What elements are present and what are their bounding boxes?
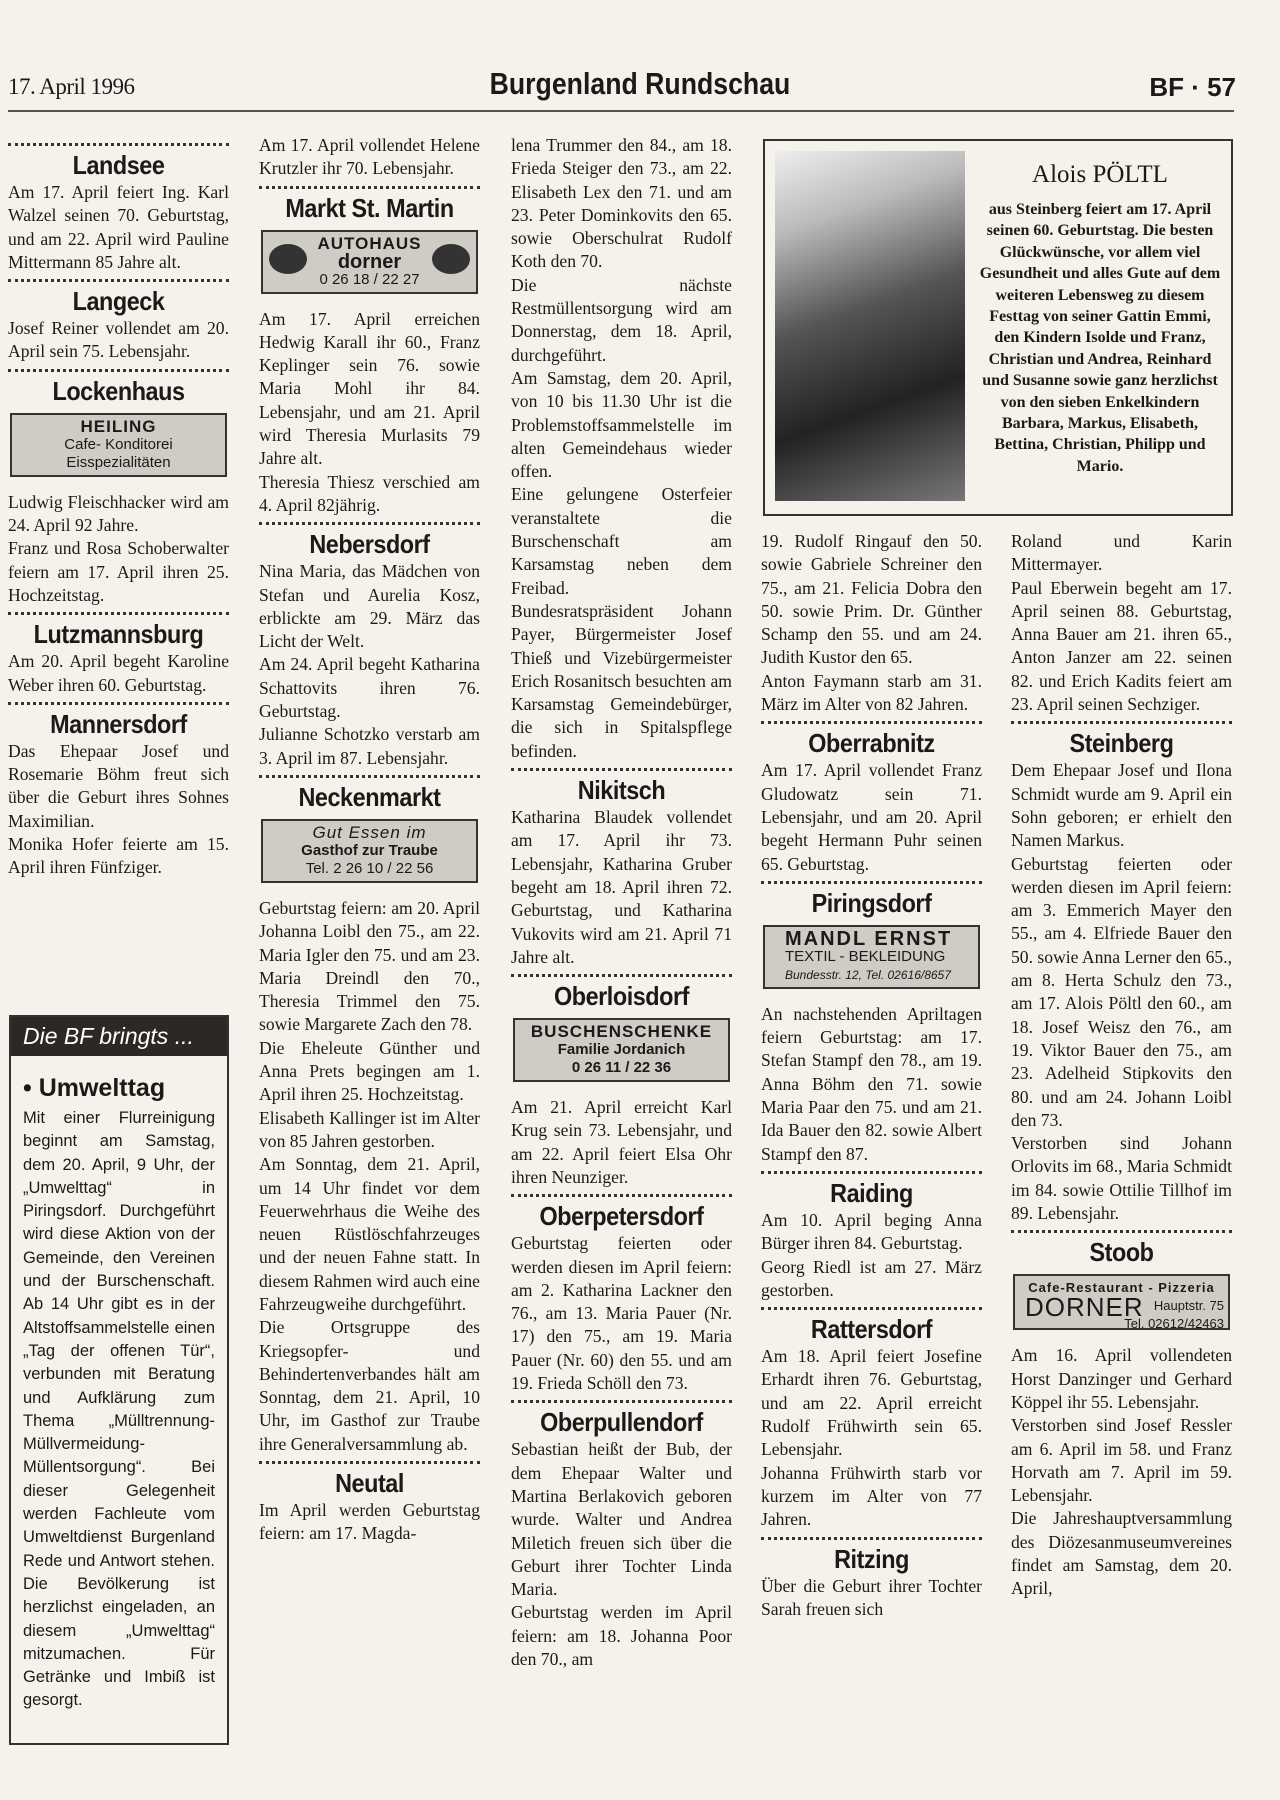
- section-divider: [511, 768, 732, 771]
- article-paragraph: Am 21. April erreicht Karl Krug sein 73. Lebensjahr, und am 22. April feiert Elsa Ohr ihren Neunziger.: [511, 1097, 732, 1187]
- bf-bringts-box: [9, 1015, 229, 1745]
- section-heading: Landsee: [72, 150, 165, 180]
- article-paragraph: Elisabeth Kallinger ist im Alter von 85 Jahren gestorben.: [259, 1107, 480, 1151]
- article-paragraph: Monika Hofer feierte am 15. April ihren Fünfziger.: [8, 834, 229, 878]
- section-divider: [761, 1537, 982, 1540]
- article-paragraph: Franz und Rosa Schoberwalter feiern am 17. April ihren 25. Hochzeitstag.: [8, 538, 229, 605]
- article-paragraph: Die Jahreshauptversammlung des Diözesanmuseumvereines findet am Samstag, dem 20. April,: [1011, 1508, 1232, 1599]
- section-divider: [8, 143, 229, 146]
- section-heading: Oberloisdorf: [553, 981, 689, 1012]
- section-divider: [259, 186, 480, 189]
- bf-box-title: Die BF bringts ...: [11, 1017, 227, 1056]
- bf-box-subtitle: • Umwelttag: [23, 1074, 166, 1102]
- ad-line: AUTOHAUS: [317, 233, 422, 253]
- article-paragraph: Am 24. April begeht Katharina Schattovits ihren 76. Geburtstag.: [259, 654, 480, 722]
- advertisement-auto: [261, 230, 478, 294]
- portrait-photo: [775, 151, 965, 501]
- article-paragraph: Geburtstag feierten oder werden diesen im April feiern: am 2. Katharina Lackner den 76., am 13. Maria Pauer (Nr. 17) den 75., am 19. Maria Pauer (Nr. 60) den 55. und am 19. Frieda Schöll den 73.: [511, 1233, 732, 1394]
- nissan-logo-icon: [269, 244, 307, 274]
- section-divider: [1011, 1230, 1232, 1233]
- ad-line: DORNER: [1025, 1292, 1144, 1323]
- ad-line: TEXTIL - BEKLEIDUNG: [785, 947, 946, 965]
- ad-line: BUSCHENSCHENKE: [530, 1022, 713, 1042]
- birthday-photo-box: [763, 139, 1233, 516]
- article-paragraph: Im April werden Geburtstag feiern: am 17. Magda-: [259, 1500, 480, 1544]
- article-paragraph: Anton Faymann starb am 31. März im Alter von 82 Jahren.: [761, 670, 982, 715]
- section-divider: [761, 1171, 982, 1174]
- section-divider: [8, 612, 229, 615]
- article-paragraph: Julianne Schotzko verstarb am 3. April im 87. Lebensjahr.: [259, 724, 480, 768]
- article-paragraph: An nachstehenden Apriltagen feiern Geburtstag: am 17. Stefan Stampf den 78., am 19. Anna Böhm den 71. sowie Maria Paar den 75. und am 21. Ida Bauer den 82. sowie Albert Stampf den 87.: [761, 1003, 982, 1164]
- article-paragraph: Theresia Thiesz verschied am 4. April 82jährig.: [259, 471, 480, 515]
- article-paragraph: Verstorben sind Josef Ressler am 6. April im 58. und Franz Horvath am 7. April im 59. Lebensjahr.: [1011, 1415, 1232, 1506]
- section-divider: [8, 369, 229, 372]
- section-divider: [761, 881, 982, 884]
- article-paragraph: Am Sonntag, dem 21. April, um 14 Uhr findet vor dem Feuerwehrhaus die Weihe des neuen Rüstlöschfahrzeuges und der neuen Fahne statt. In diesem Rahmen wird auch eine Fahrzeugweihe durchgeführt.: [259, 1154, 480, 1314]
- section-heading: Langeck: [72, 286, 165, 317]
- section-divider: [259, 522, 480, 525]
- column-5: [1011, 530, 1232, 1601]
- article-paragraph: Am 17. April vollendet Franz Gludowatz sein 71. Lebensjahr, und am 20. April begeht Hermann Puhr seinen 65. Geburtstag.: [761, 760, 982, 874]
- bf-box-text: Mit einer Flurreinigung beginnt am Samstag, dem 20. April, 9 Uhr, der „Umwelttag“ in Piringsdorf. Durchgeführt wird diese Aktion von der Gemeinde, den Vereinen und der Burschenschaft. Ab 14 Uhr gibt es in der Altstoffsammelstelle einen „Tag der offenen Tür“, verbunden mit Beratung und Aufklärung zum Thema „Mülltrennung-Müllvermeidung-Müllentsorgung“. Bei dieser Gelegenheit werden Fachleute vom Umweltdienst Burgenland Rede und Antwort stehen. Die Bevölkerung ist herzlichst eingeladen, an diesem „Umwelttag“ mitzumachen. Für Getränke und Imbiß ist gesorgt.: [23, 1109, 215, 1710]
- advertisement-busch: [513, 1018, 730, 1082]
- section-heading: Lutzmannsburg: [33, 619, 204, 650]
- header-rule: [8, 110, 1234, 112]
- photo-box-title: Alois PÖLTL: [1032, 161, 1168, 188]
- column-2: [259, 134, 480, 1546]
- article-paragraph: Am 17. April feiert Ing. Karl Walzel seinen 70. Geburtstag, und am 22. April wird Pauline Mittermann 85 Jahre alt.: [8, 182, 229, 272]
- section-divider: [511, 1194, 732, 1197]
- section-heading: Stoob: [1089, 1237, 1154, 1268]
- column-3: [511, 134, 732, 1671]
- section-heading: Neutal: [335, 1468, 404, 1499]
- section-heading: Mannersdorf: [50, 708, 187, 739]
- ad-line: dorner: [337, 250, 402, 273]
- article-paragraph: Am Samstag, dem 20. April, von 10 bis 11.30 Uhr ist die Problemstoffsammelstelle im alten Gemeindehaus wieder offen.: [511, 367, 732, 482]
- article-paragraph: Verstorben sind Johann Orlovits im 68., Maria Schmidt im 84. sowie Ottilie Tillhof im 89. Lebensjahr.: [1011, 1133, 1232, 1224]
- article-paragraph: Eine gelungene Osterfeier veranstaltete die Burschenschaft am Karsamstag neben dem Freibad.: [511, 484, 732, 598]
- ad-line: Eisspezialitäten: [66, 453, 171, 471]
- column-4: [761, 530, 982, 1621]
- article-paragraph: Josef Reiner vollendet am 20. April sein 75. Lebensjahr.: [8, 318, 229, 362]
- article-paragraph: Roland und Karin Mittermayer.: [1011, 531, 1232, 575]
- section-divider: [761, 1307, 982, 1310]
- section-heading: Oberpullendorf: [540, 1407, 703, 1438]
- ad-line: Tel. 2 26 10 / 22 56: [305, 859, 434, 877]
- section-heading: Markt St. Martin: [285, 192, 454, 223]
- section-heading: Piringsdorf: [811, 887, 932, 918]
- ad-line: MANDL ERNST: [785, 927, 953, 950]
- article-paragraph: Am 10. April beging Anna Bürger ihren 84. Geburtstag.: [761, 1209, 982, 1254]
- article-paragraph: lena Trummer den 84., am 18. Frieda Steiger den 73., am 22. Elisabeth Lex den 71. und am 23. Peter Dominkovits den 65. sowie Oberschulrat Rudolf Koth den 70.: [511, 135, 732, 272]
- article-paragraph: Geburtstag werden im April feiern: am 18. Johanna Poor den 70., am: [511, 1602, 732, 1670]
- ad-line: Gut Essen im: [312, 822, 427, 842]
- article-paragraph: Die nächste Restmüllentsorgung wird am Donnerstag, dem 18. April, durchgeführt.: [511, 274, 732, 365]
- ad-line: Cafe-Restaurant - Pizzeria: [1028, 1280, 1215, 1296]
- ad-line: 0 26 11 / 22 36: [571, 1059, 672, 1077]
- advertisement-traube: [261, 819, 478, 883]
- advertisement-dorner: [1013, 1274, 1230, 1330]
- section-heading: Lockenhaus: [52, 375, 185, 406]
- article-paragraph: Sebastian heißt der Bub, der dem Ehepaar Walter und Martina Berlakovich geboren wurde. Walter und Andrea Miletich freuen sich über die Geburt ihrer Tochter Linda Maria.: [511, 1439, 732, 1600]
- skoda-logo-icon: [432, 244, 470, 274]
- article-paragraph: 19. Rudolf Ringauf den 50. sowie Gabriele Schreiner den 75., am 21. Felicia Dobra den 50. sowie Prim. Dr. Günther Schamp den 55. und am 24. Judith Kustor den 65.: [761, 531, 982, 668]
- section-heading: Ritzing: [834, 1543, 909, 1574]
- section-heading: Neckenmarkt: [298, 781, 441, 812]
- section-heading: Nikitsch: [577, 775, 666, 806]
- article-paragraph: Geburtstag feierten oder werden diesen im April feiern: am 3. Emmerich Mayer den 55., am 4. Elfriede Bauer den 50. sowie Anna Lerner den 65., am 8. Herta Schulz den 73., am 17. Alois Pöltl den 60., am 18. Josef Weisz den 76., am 19. Viktor Bauer den 75., am 23. Adelheid Stipkovits den 80. und am 24. Johann Loibl den 73.: [1011, 853, 1232, 1130]
- article-paragraph: Dem Ehepaar Josef und Ilona Schmidt wurde am 9. April ein Sohn geboren; er erhielt den Namen Markus.: [1011, 760, 1232, 851]
- article-paragraph: Paul Eberwein begeht am 17. April seinen 88. Geburtstag, Anna Bauer am 21. ihren 65., Anton Janzer am 22. seinen 82. und Erich Kadits feiert am 23. April seinen Sechziger.: [1011, 577, 1232, 715]
- section-divider: [511, 974, 732, 977]
- ad-line: Familie Jordanich: [557, 1041, 686, 1059]
- article-paragraph: Nina Maria, das Mädchen von Stefan und Aurelia Kosz, erblickte am 29. März das Licht der Welt.: [259, 561, 480, 652]
- article-paragraph: Georg Riedl ist am 27. März gestorben.: [761, 1256, 982, 1300]
- article-paragraph: Über die Geburt ihrer Tochter Sarah freuen sich: [761, 1575, 982, 1619]
- article-paragraph: Am 18. April feiert Josefine Erhardt ihren 76. Geburtstag, und am 22. April erreicht Rudolf Frühwirth sein 65. Lebensjahr.: [761, 1346, 982, 1460]
- ad-line: Tel. 02612/42463: [1124, 1316, 1224, 1332]
- section-divider: [259, 1461, 480, 1464]
- column-1: [8, 138, 229, 880]
- article-paragraph: Das Ehepaar Josef und Rosemarie Böhm freut sich über die Geburt ihres Sohnes Maximilian.: [8, 740, 229, 831]
- section-heading: Oberrabnitz: [808, 728, 935, 759]
- article-paragraph: Katharina Blaudek vollendet am 17. April ihr 73. Lebensjahr, Katharina Gruber begeht am 18. April ihren 72. Geburtstag, und Katharina Vukovits wird am 21. April 71 Jahre alt.: [511, 807, 732, 967]
- issue-date: 17. April 1996: [8, 74, 135, 99]
- section-divider: [8, 702, 229, 705]
- section-divider: [259, 775, 480, 778]
- photo-box-text: aus Steinberg feiert am 17. April seinen 60. Geburtstag. Die besten Glückwünsche, vor allem viel Gesundheit und alles Gute auf dem weiteren Lebensweg zu diesem Festtag von seiner Gattin Emmi, den Kindern Isolde und Franz, Christian und Andrea, Reinhard und Susanne sowie ganz herzlichst von den sieben Enkelkindern Barbara, Markus, Elisabeth, Bettina, Christian, Philipp und Mario.: [979, 201, 1221, 475]
- ad-line: Cafe- Konditorei: [64, 435, 173, 453]
- article-paragraph: Geburtstag feiern: am 20. April Johanna Loibl den 75., am 22. Maria Igler den 75. und am 23. Maria Dreindl den 70., Theresia Trimmel den 75. sowie Margarete Zach den 78.: [259, 897, 480, 1035]
- ad-line: 0 26 18 / 22 27: [319, 270, 420, 288]
- section-divider: [1011, 721, 1232, 724]
- section-heading: Oberpetersdorf: [539, 1201, 704, 1232]
- ad-line: Gasthof zur Traube: [301, 841, 438, 859]
- section-divider: [511, 1400, 732, 1403]
- section-heading: Nebersdorf: [309, 529, 430, 560]
- advertisement-heiling: [10, 413, 227, 477]
- advertisement-mandl: [763, 925, 980, 989]
- ad-line: Hauptstr. 75: [1153, 1298, 1224, 1314]
- article-paragraph: Am 17. April vollendet Helene Krutzler ihr 70. Lebensjahr.: [259, 135, 480, 179]
- section-heading: Rattersdorf: [810, 1314, 933, 1345]
- article-paragraph: Die Eheleute Günther und Anna Prets begingen am 1. April ihren 25. Hochzeitstag.: [259, 1037, 480, 1105]
- ad-line: Bundesstr. 12, Tel. 02616/8657: [785, 967, 951, 982]
- article-paragraph: Am 16. April vollendeten Horst Danzinger und Gerhard Köppel ihr 55. Lebensjahr.: [1011, 1345, 1232, 1412]
- section-heading: Raiding: [830, 1177, 913, 1208]
- article-paragraph: Bundesratspräsident Johann Payer, Bürgermeister Josef Thieß und Vizebürgermeister Erich Rosanitsch besuchten am Karsamstag Gemeindebürger, die sich in Spitalspflege befinden.: [511, 600, 732, 761]
- section-divider: [8, 279, 229, 282]
- ad-line: HEILING: [80, 416, 157, 436]
- page-number: BF · 57: [1149, 72, 1236, 102]
- article-paragraph: Die Ortsgruppe des Kriegsopfer- und Behindertenverbandes hält am Sonntag, dem 21. April, 10 Uhr, im Gasthof zur Traube ihre Generalversammlung ab.: [259, 1317, 480, 1454]
- article-paragraph: Am 17. April erreichen Hedwig Karall ihr 60., Franz Keplinger sein 76. sowie Maria Mohl ihr 84. Lebensjahr, und am 21. April wird Theresia Murlasits 79 Jahre alt.: [259, 308, 480, 469]
- article-paragraph: Am 20. April begeht Karoline Weber ihren 60. Geburtstag.: [8, 651, 229, 695]
- newspaper-title: Burgenland Rundschau: [489, 66, 791, 101]
- article-paragraph: Ludwig Fleischhacker wird am 24. April 92 Jahre.: [8, 491, 229, 536]
- section-heading: Steinberg: [1069, 728, 1174, 759]
- article-paragraph: Johanna Frühwirth starb vor kurzem im Alter von 77 Jahren.: [761, 1462, 982, 1530]
- section-divider: [761, 721, 982, 724]
